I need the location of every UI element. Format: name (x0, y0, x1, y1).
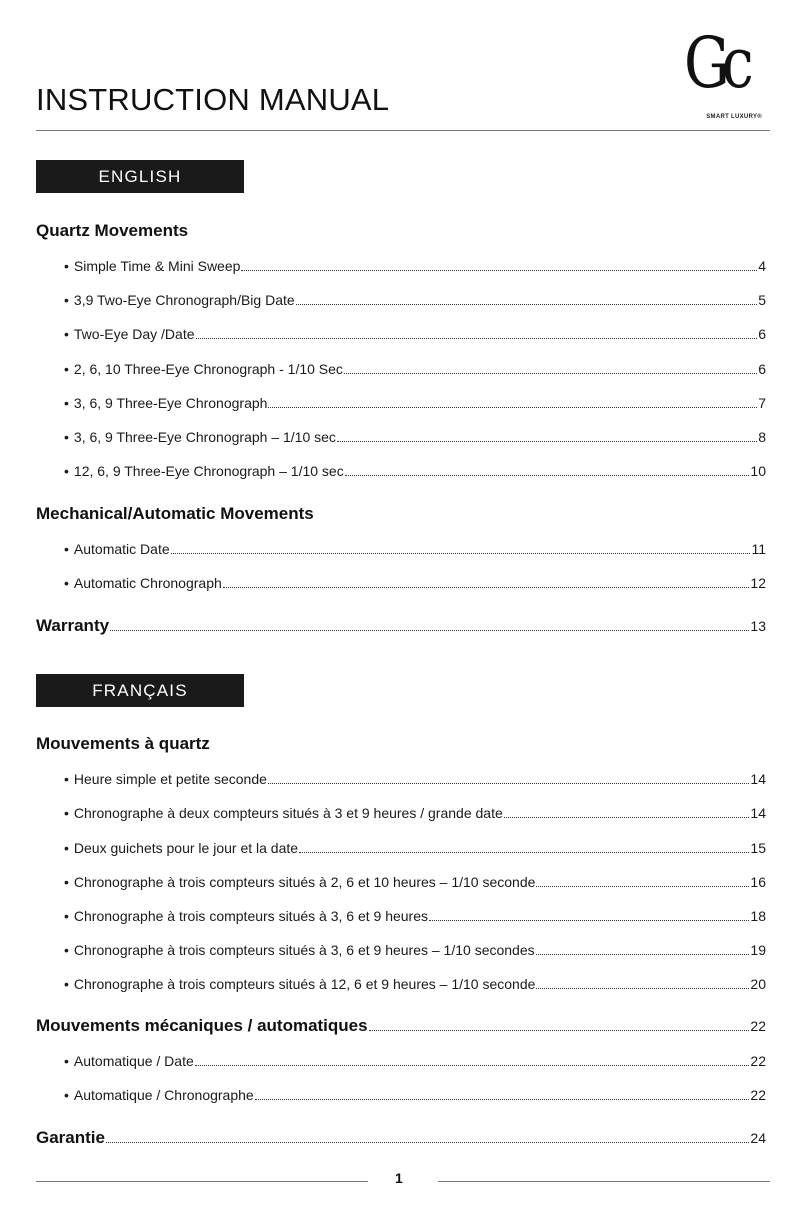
toc-entry-page: 22 (750, 1087, 766, 1103)
bullet-icon: • (64, 840, 69, 856)
toc-entry[interactable] (64, 463, 766, 479)
toc-entry[interactable] (64, 1053, 766, 1069)
toc-entry-page: 22 (750, 1018, 766, 1034)
toc-entry-page: 24 (750, 1130, 766, 1146)
bullet-icon: • (64, 463, 69, 479)
bullet-icon: • (64, 976, 69, 992)
toc-entry-page: 6 (758, 326, 766, 342)
dot-leader (429, 920, 749, 921)
toc-entry[interactable] (64, 805, 766, 821)
bullet-icon: • (64, 908, 69, 924)
footer-rule-left (36, 1181, 368, 1182)
toc-entry-page: 14 (750, 771, 766, 787)
toc-entry-label: 12, 6, 9 Three-Eye Chronograph – 1/10 sec (73, 463, 344, 479)
toc-entry[interactable] (64, 292, 766, 308)
toc-entry-label: Chronographe à trois compteurs situés à 3, 6 et 9 heures – 1/10 secondes (73, 942, 535, 958)
toc-entry-page: 6 (758, 361, 766, 377)
toc-entry[interactable] (64, 395, 766, 411)
toc-entry-page: 10 (750, 463, 766, 479)
language-bar-francais: FRANÇAIS (36, 674, 244, 707)
section-heading-mechanical-fr: Mouvements mécaniques / automatiques (36, 1016, 368, 1035)
dot-leader (536, 988, 749, 989)
toc-entry-page: 16 (750, 874, 766, 890)
toc-entry-page: 15 (750, 840, 766, 856)
toc-entry-page: 13 (750, 618, 766, 634)
dot-leader (196, 338, 758, 339)
toc-entry-label: Automatic Chronograph (73, 575, 222, 591)
toc-entry-mechanical-fr[interactable] (36, 1016, 766, 1036)
dot-leader (241, 270, 757, 271)
dot-leader (536, 886, 749, 887)
dot-leader (268, 407, 757, 408)
manual-title: INSTRUCTION MANUAL (36, 82, 390, 117)
toc-entry-label: Chronographe à deux compteurs situés à 3 et 9 heures / grande date (73, 805, 503, 821)
toc-entry-label: Automatic Date (73, 541, 170, 557)
dot-leader (110, 630, 749, 631)
toc-entry-label: Chronographe à trois compteurs situés à 2, 6 et 10 heures – 1/10 seconde (73, 874, 536, 890)
bullet-icon: • (64, 395, 69, 411)
toc-entry[interactable] (64, 429, 766, 445)
toc-entry-label: Heure simple et petite seconde (73, 771, 267, 787)
bullet-icon: • (64, 326, 69, 342)
toc-entry[interactable] (64, 840, 766, 856)
dot-leader (195, 1065, 750, 1066)
toc-entry-page: 12 (750, 575, 766, 591)
toc-entry[interactable] (64, 326, 766, 342)
title-divider (36, 130, 770, 131)
toc-entry[interactable] (64, 874, 766, 890)
dot-leader (171, 553, 751, 554)
toc-entry-page: 18 (750, 908, 766, 924)
footer-rule-right (438, 1181, 770, 1182)
dot-leader (223, 587, 750, 588)
toc-entry-label: 3, 6, 9 Three-Eye Chronograph (73, 395, 268, 411)
bullet-icon: • (64, 575, 69, 591)
logo-mark: Gc (684, 22, 746, 104)
bullet-icon: • (64, 805, 69, 821)
bullet-icon: • (64, 1087, 69, 1103)
dot-leader (337, 441, 757, 442)
toc-entry-label: Chronographe à trois compteurs situés à 3, 6 et 9 heures (73, 908, 428, 924)
page-number: 1 (395, 1170, 403, 1186)
section-heading-quartz-fr: Mouvements à quartz (36, 734, 210, 753)
dot-leader (345, 475, 750, 476)
toc-entry[interactable] (64, 1087, 766, 1103)
toc-entry-label: 3,9 Two-Eye Chronograph/Big Date (73, 292, 295, 308)
toc-entry-page: 5 (758, 292, 766, 308)
dot-leader (344, 373, 757, 374)
toc-entry-label: Chronographe à trois compteurs situés à 12, 6 et 9 heures – 1/10 seconde (73, 976, 536, 992)
bullet-icon: • (64, 771, 69, 787)
toc-entry-page: 8 (758, 429, 766, 445)
language-bar-english: ENGLISH (36, 160, 244, 193)
gc-logo (684, 18, 774, 126)
dot-leader (504, 817, 750, 818)
bullet-icon: • (64, 429, 69, 445)
toc-entry-label: Deux guichets pour le jour et la date (73, 840, 299, 856)
bullet-icon: • (64, 541, 69, 557)
toc-entry-page: 4 (758, 258, 766, 274)
dot-leader (536, 954, 750, 955)
dot-leader (268, 783, 750, 784)
toc-entry-warranty[interactable] (36, 616, 766, 636)
toc-entry-page: 11 (751, 541, 766, 557)
toc-entry[interactable] (64, 541, 766, 557)
section-heading-mechanical: Mechanical/Automatic Movements (36, 504, 314, 523)
toc-entry-label: Two-Eye Day /Date (73, 326, 195, 342)
toc-entry-label: 2, 6, 10 Three-Eye Chronograph - 1/10 Sec (73, 361, 343, 377)
toc-entry-label: Warranty (36, 616, 110, 635)
toc-entry[interactable] (64, 575, 766, 591)
toc-entry-garantie[interactable] (36, 1128, 766, 1148)
dot-leader (369, 1030, 750, 1031)
toc-entry-page: 20 (750, 976, 766, 992)
bullet-icon: • (64, 361, 69, 377)
toc-entry-page: 22 (750, 1053, 766, 1069)
toc-entry-page: 7 (758, 395, 766, 411)
toc-entry[interactable] (64, 908, 766, 924)
toc-entry[interactable] (64, 258, 766, 274)
bullet-icon: • (64, 1053, 69, 1069)
toc-entry-page: 14 (750, 805, 766, 821)
section-heading-quartz: Quartz Movements (36, 221, 189, 240)
toc-entry[interactable] (64, 976, 766, 992)
toc-entry-label: Automatique / Chronographe (73, 1087, 254, 1103)
logo-tagline: SMART LUXURY® (706, 114, 762, 120)
dot-leader (299, 852, 749, 853)
toc-entry[interactable] (64, 771, 766, 787)
toc-entry-label: Simple Time & Mini Sweep (73, 258, 241, 274)
dot-leader (296, 304, 758, 305)
dot-leader (106, 1142, 749, 1143)
toc-entry-label: 3, 6, 9 Three-Eye Chronograph – 1/10 sec (73, 429, 336, 445)
toc-entry-label: Garantie (36, 1128, 105, 1147)
bullet-icon: • (64, 292, 69, 308)
dot-leader (255, 1099, 750, 1100)
toc-entry[interactable] (64, 361, 766, 377)
toc-entry[interactable] (64, 942, 766, 958)
toc-entry-page: 19 (750, 942, 766, 958)
bullet-icon: • (64, 942, 69, 958)
bullet-icon: • (64, 258, 69, 274)
toc-entry-label: Automatique / Date (73, 1053, 194, 1069)
bullet-icon: • (64, 874, 69, 890)
